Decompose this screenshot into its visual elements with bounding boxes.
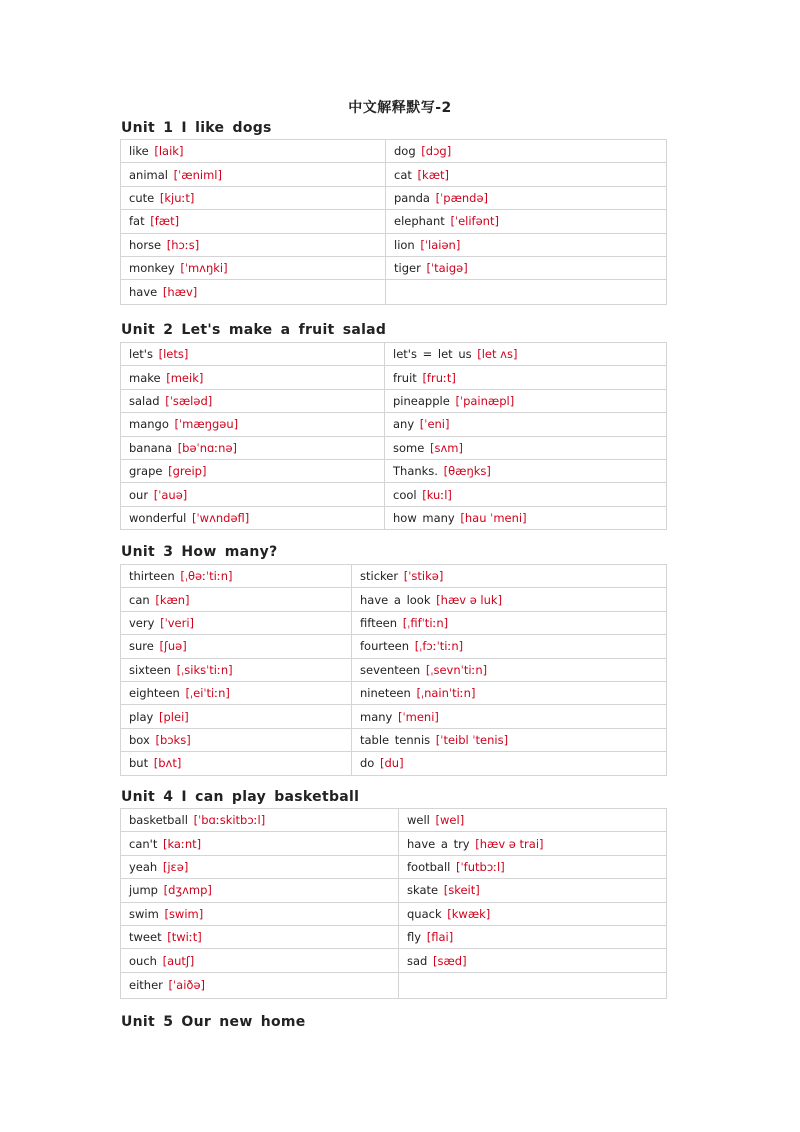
vocab-word: can't bbox=[129, 836, 163, 851]
phonetic-transcription: [hæv] bbox=[162, 285, 198, 300]
vocab-word: have a try bbox=[407, 836, 476, 851]
vocab-word: sure bbox=[129, 639, 160, 654]
phonetic-transcription: [ˌθəːˈtiːn] bbox=[180, 569, 233, 584]
table-row bbox=[121, 752, 667, 775]
vocab-word: sixteen bbox=[129, 662, 177, 677]
phonetic-transcription: [ˈæniml] bbox=[173, 167, 222, 182]
vocab-word: let's = let us bbox=[393, 347, 478, 362]
table-row bbox=[121, 565, 667, 588]
vocab-cell bbox=[121, 186, 386, 209]
vocab-word: very bbox=[129, 615, 161, 630]
table-row bbox=[121, 140, 667, 163]
phonetic-transcription: [ˈauə] bbox=[153, 487, 188, 502]
vocab-cell bbox=[352, 658, 667, 681]
vocab-word: either bbox=[129, 978, 169, 993]
vocab-cell bbox=[385, 343, 667, 366]
phonetic-transcription: [ˌfɔːˈtiːn] bbox=[414, 639, 464, 654]
phonetic-transcription: [dɔg] bbox=[421, 144, 452, 159]
phonetic-transcription: [ˌsiksˈtiːn] bbox=[176, 662, 233, 677]
vocab-cell bbox=[386, 256, 667, 279]
phonetic-transcription: [meik] bbox=[166, 370, 204, 385]
phonetic-transcription: [twiːt] bbox=[167, 930, 202, 945]
vocab-cell bbox=[352, 611, 667, 634]
table-row bbox=[121, 949, 667, 972]
phonetic-transcription: [fruːt] bbox=[422, 370, 456, 385]
vocab-word: tweet bbox=[129, 930, 168, 945]
phonetic-transcription: [greip] bbox=[168, 464, 207, 479]
vocab-cell bbox=[121, 506, 385, 529]
vocab-word: salad bbox=[129, 393, 166, 408]
phonetic-transcription: [du] bbox=[380, 756, 404, 771]
vocab-cell bbox=[121, 855, 399, 878]
phonetic-transcription: [fæt] bbox=[150, 214, 180, 229]
vocab-word: nineteen bbox=[360, 686, 417, 701]
vocab-word: horse bbox=[129, 237, 167, 252]
unit-heading: Unit 1 I like dogs bbox=[121, 120, 272, 136]
vocab-word: mango bbox=[129, 417, 175, 432]
vocab-word: cat bbox=[394, 167, 418, 182]
phonetic-transcription: [swim] bbox=[164, 906, 204, 921]
phonetic-transcription: [sæd] bbox=[433, 953, 467, 968]
table-row bbox=[121, 256, 667, 279]
vocab-word: tiger bbox=[394, 261, 427, 276]
vocab-cell bbox=[121, 728, 352, 751]
vocab-cell bbox=[121, 140, 386, 163]
vocab-word: let's bbox=[129, 347, 159, 362]
unit-heading: Unit 5 Our new home bbox=[121, 1014, 306, 1030]
phonetic-transcription: [ˈteibl ˈtenis] bbox=[435, 732, 509, 747]
phonetic-transcription: [kaːnt] bbox=[162, 836, 202, 851]
table-row bbox=[121, 366, 667, 389]
vocab-cell bbox=[386, 233, 667, 256]
vocab-cell bbox=[121, 752, 352, 775]
table-row bbox=[121, 506, 667, 529]
vocab-cell bbox=[352, 752, 667, 775]
vocab-cell bbox=[385, 389, 667, 412]
phonetic-transcription: [hæv ə trai] bbox=[475, 836, 544, 851]
table-row bbox=[121, 436, 667, 459]
table-row bbox=[121, 972, 667, 998]
vocab-word: jump bbox=[129, 883, 164, 898]
vocab-word: have a look bbox=[360, 592, 437, 607]
vocab-cell bbox=[352, 681, 667, 704]
vocab-word: do bbox=[360, 756, 380, 771]
phonetic-transcription: [ˈpainæpl] bbox=[455, 393, 515, 408]
vocab-cell bbox=[121, 233, 386, 256]
vocab-word: table tennis bbox=[360, 732, 436, 747]
vocab-word: ouch bbox=[129, 953, 163, 968]
vocab-word: panda bbox=[394, 190, 436, 205]
vocab-word: fly bbox=[407, 930, 427, 945]
vocabulary-table bbox=[120, 139, 667, 305]
vocab-word: play bbox=[129, 709, 160, 724]
vocab-cell bbox=[385, 506, 667, 529]
vocabulary-table bbox=[120, 564, 667, 776]
table-row bbox=[121, 728, 667, 751]
vocab-cell bbox=[121, 611, 352, 634]
phonetic-transcription: [autʃ] bbox=[162, 953, 195, 968]
vocab-cell bbox=[121, 413, 385, 436]
vocab-cell bbox=[352, 635, 667, 658]
vocab-cell bbox=[385, 436, 667, 459]
vocab-word: well bbox=[407, 813, 436, 828]
vocab-word: sticker bbox=[360, 569, 404, 584]
vocabulary-table bbox=[120, 808, 667, 999]
vocab-word: but bbox=[129, 756, 154, 771]
vocab-cell bbox=[386, 210, 667, 233]
page-title: 中文解释默写-2 bbox=[348, 100, 452, 116]
phonetic-transcription: [ˈtaigə] bbox=[426, 261, 468, 276]
vocab-word: thirteen bbox=[129, 569, 181, 584]
vocab-word: like bbox=[129, 144, 155, 159]
phonetic-transcription: [ˈmʌŋki] bbox=[180, 261, 228, 276]
table-row bbox=[121, 658, 667, 681]
vocab-word: grape bbox=[129, 464, 169, 479]
table-row bbox=[121, 280, 667, 305]
vocab-cell bbox=[121, 902, 399, 925]
vocab-word: fat bbox=[129, 214, 151, 229]
phonetic-transcription: [jɛə] bbox=[162, 859, 189, 874]
phonetic-transcription: [ˈfutbɔːl] bbox=[456, 859, 505, 874]
table-row bbox=[121, 343, 667, 366]
vocab-word: fruit bbox=[393, 370, 423, 385]
vocab-cell bbox=[121, 210, 386, 233]
phonetic-transcription: [kwæk] bbox=[447, 906, 491, 921]
phonetic-transcription: [hɔːs] bbox=[166, 237, 200, 252]
phonetic-transcription: [ˈeni] bbox=[419, 417, 450, 432]
table-row bbox=[121, 681, 667, 704]
phonetic-transcription: [dʒʌmp] bbox=[163, 883, 212, 898]
vocab-cell bbox=[121, 163, 386, 186]
table-row bbox=[121, 459, 667, 482]
vocab-word: football bbox=[407, 859, 457, 874]
vocab-word: wonderful bbox=[129, 510, 193, 525]
vocab-cell bbox=[385, 483, 667, 506]
vocab-cell bbox=[121, 588, 352, 611]
phonetic-transcription: [ˈmæŋgəu] bbox=[174, 417, 239, 432]
table-row bbox=[121, 186, 667, 209]
vocab-word: cute bbox=[129, 190, 160, 205]
unit-heading: Unit 2 Let's make a fruit salad bbox=[121, 322, 387, 338]
vocab-cell bbox=[385, 459, 667, 482]
vocab-cell bbox=[121, 280, 386, 305]
vocab-cell bbox=[399, 809, 667, 832]
phonetic-transcription: [hau ˈmeni] bbox=[460, 510, 527, 525]
vocab-word: sad bbox=[407, 953, 433, 968]
vocab-cell bbox=[121, 925, 399, 948]
vocab-cell bbox=[121, 658, 352, 681]
phonetic-transcription: [ˈaiðə] bbox=[168, 978, 206, 993]
phonetic-transcription: [ˈelifənt] bbox=[450, 214, 499, 229]
phonetic-transcription: [kæt] bbox=[417, 167, 449, 182]
table-row bbox=[121, 902, 667, 925]
vocab-word: Thanks. bbox=[393, 464, 444, 479]
phonetic-transcription: [skeit] bbox=[443, 883, 480, 898]
vocab-word: our bbox=[129, 487, 154, 502]
vocab-word: have bbox=[129, 285, 163, 300]
vocab-cell bbox=[121, 459, 385, 482]
vocab-word: dog bbox=[394, 144, 422, 159]
vocab-word: box bbox=[129, 732, 156, 747]
vocab-cell bbox=[121, 389, 385, 412]
vocab-cell bbox=[352, 565, 667, 588]
vocab-word: banana bbox=[129, 440, 178, 455]
vocab-cell bbox=[121, 483, 385, 506]
vocab-cell bbox=[386, 163, 667, 186]
phonetic-transcription: [plei] bbox=[159, 709, 189, 724]
vocab-cell bbox=[399, 855, 667, 878]
vocab-word: many bbox=[360, 709, 398, 724]
phonetic-transcription: [ˌnainˈtiːn] bbox=[416, 686, 476, 701]
vocab-word: skate bbox=[407, 883, 444, 898]
vocabulary-table bbox=[120, 342, 667, 530]
table-row bbox=[121, 233, 667, 256]
phonetic-transcription: [wel] bbox=[435, 813, 465, 828]
vocab-cell bbox=[399, 832, 667, 855]
vocab-cell bbox=[121, 343, 385, 366]
vocab-cell bbox=[121, 436, 385, 459]
vocab-word: yeah bbox=[129, 859, 163, 874]
vocab-word: lion bbox=[394, 237, 421, 252]
vocab-word: elephant bbox=[394, 214, 451, 229]
vocab-cell bbox=[121, 366, 385, 389]
table-row bbox=[121, 635, 667, 658]
vocab-word: seventeen bbox=[360, 662, 426, 677]
vocab-cell bbox=[386, 186, 667, 209]
phonetic-transcription: [lets] bbox=[158, 347, 189, 362]
vocab-word: swim bbox=[129, 906, 165, 921]
phonetic-transcription: [bʌt] bbox=[153, 756, 182, 771]
vocab-word: how many bbox=[393, 510, 461, 525]
vocab-cell bbox=[121, 949, 399, 972]
table-row bbox=[121, 389, 667, 412]
table-row bbox=[121, 879, 667, 902]
table-row bbox=[121, 588, 667, 611]
phonetic-transcription: [flai] bbox=[426, 930, 454, 945]
table-row bbox=[121, 832, 667, 855]
vocab-cell bbox=[399, 949, 667, 972]
phonetic-transcription: [ˌfifˈtiːn] bbox=[402, 615, 449, 630]
vocab-cell bbox=[121, 565, 352, 588]
table-row bbox=[121, 809, 667, 832]
phonetic-transcription: [bəˈnɑːnə] bbox=[177, 440, 238, 455]
vocab-cell bbox=[399, 879, 667, 902]
vocab-cell bbox=[121, 809, 399, 832]
phonetic-transcription: [ʃuə] bbox=[159, 639, 187, 654]
phonetic-transcription: [kjuːt] bbox=[159, 190, 195, 205]
unit-heading: Unit 3 How many? bbox=[121, 544, 278, 560]
table-row bbox=[121, 925, 667, 948]
vocab-cell bbox=[385, 366, 667, 389]
vocab-word: any bbox=[393, 417, 420, 432]
vocab-cell bbox=[399, 925, 667, 948]
table-row bbox=[121, 413, 667, 436]
vocab-cell bbox=[121, 705, 352, 728]
vocab-word: pineapple bbox=[393, 393, 456, 408]
phonetic-transcription: [kæn] bbox=[155, 592, 190, 607]
vocab-cell bbox=[352, 588, 667, 611]
phonetic-transcription: [laik] bbox=[154, 144, 184, 159]
vocab-cell bbox=[121, 635, 352, 658]
vocab-cell bbox=[399, 902, 667, 925]
table-row bbox=[121, 483, 667, 506]
phonetic-transcription: [ˈwʌndəfl] bbox=[192, 510, 250, 525]
phonetic-transcription: [ˈbɑːskitbɔːl] bbox=[193, 813, 266, 828]
vocab-cell bbox=[386, 280, 667, 305]
phonetic-transcription: [ˈstikə] bbox=[403, 569, 444, 584]
vocab-cell bbox=[385, 413, 667, 436]
unit-heading: Unit 4 I can play basketball bbox=[121, 789, 360, 805]
phonetic-transcription: [ˌeiˈtiːn] bbox=[185, 686, 230, 701]
vocab-cell bbox=[121, 879, 399, 902]
vocab-word: eighteen bbox=[129, 686, 186, 701]
vocab-cell bbox=[352, 705, 667, 728]
vocab-cell bbox=[121, 832, 399, 855]
phonetic-transcription: [ˌsevnˈtiːn] bbox=[425, 662, 488, 677]
vocab-word: fifteen bbox=[360, 615, 403, 630]
vocab-cell bbox=[121, 681, 352, 704]
table-row bbox=[121, 705, 667, 728]
vocab-word: monkey bbox=[129, 261, 181, 276]
vocab-cell bbox=[121, 972, 399, 998]
phonetic-transcription: [bɔks] bbox=[155, 732, 191, 747]
vocab-word: fourteen bbox=[360, 639, 415, 654]
table-row bbox=[121, 611, 667, 634]
vocab-word: basketball bbox=[129, 813, 194, 828]
phonetic-transcription: [ˈveri] bbox=[160, 615, 195, 630]
phonetic-transcription: [let ʌs] bbox=[477, 347, 518, 362]
vocab-cell bbox=[352, 728, 667, 751]
vocab-word: cool bbox=[393, 487, 423, 502]
phonetic-transcription: [θæŋks] bbox=[443, 464, 491, 479]
phonetic-transcription: [hæv ə luk] bbox=[436, 592, 503, 607]
phonetic-transcription: [ˈlaiən] bbox=[420, 237, 461, 252]
vocab-cell bbox=[121, 256, 386, 279]
phonetic-transcription: [kuːl] bbox=[422, 487, 452, 502]
vocab-word: quack bbox=[407, 906, 448, 921]
phonetic-transcription: [ˈmeni] bbox=[398, 709, 439, 724]
vocab-cell bbox=[399, 972, 667, 998]
vocab-word: animal bbox=[129, 167, 174, 182]
table-row bbox=[121, 163, 667, 186]
table-row bbox=[121, 855, 667, 878]
vocab-word: some bbox=[393, 440, 430, 455]
phonetic-transcription: [sʌm] bbox=[429, 440, 463, 455]
table-row bbox=[121, 210, 667, 233]
vocab-cell bbox=[386, 140, 667, 163]
phonetic-transcription: [ˈsæləd] bbox=[165, 393, 213, 408]
vocab-word: can bbox=[129, 592, 156, 607]
vocab-word: make bbox=[129, 370, 167, 385]
phonetic-transcription: [ˈpændə] bbox=[435, 190, 489, 205]
